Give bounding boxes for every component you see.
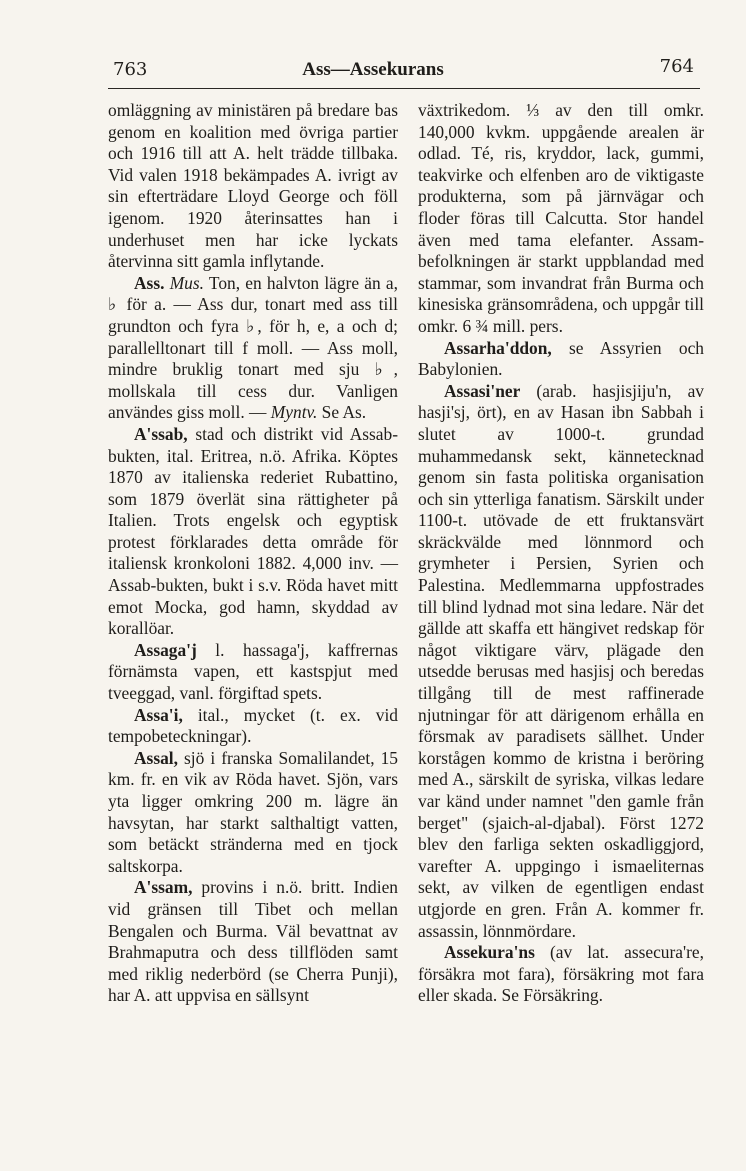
headword: A'ssam,	[134, 877, 193, 898]
headword: Assa'i,	[134, 704, 183, 725]
headword: Ass.	[134, 272, 165, 293]
entry-text: sjö i franska Somalilandet, 15 km. fr. en vik av Röda havet. Sjön, vars yta ligger omkring 200 m. lägre än havsytan, har starkt salthaltigt vatten, som betäckt stränderna med en tjock saltskorpa.	[108, 747, 398, 876]
entry-assarhaddon	[418, 338, 704, 381]
entry-text: l. hassaga'j, kaffrernas förnämsta vapen, ett kastspjut med tveeggad, vanl. förgiftad spets.	[108, 639, 398, 704]
left-column	[108, 100, 398, 1007]
entry-assai	[108, 705, 398, 748]
page-header	[0, 58, 746, 88]
header-rule	[108, 88, 700, 89]
continuation-paragraph: växtrikedom. ⅓ av den till omkr. 140,000 kvkm. uppgående arealen är odlad. Té, ris, kryddor, lack, gummi, teakvirke och elfenben aro de viktigaste produkterna, som på järnvägar och floder föras till Calcutta. Stor handel även med tama elefanter. Assam-befolkningen är starkt uppblandad med stammar, som invandrat från Burma och kinesiska gränsområdena, och uppgår till omkr. 6 ¾ mill. pers.	[418, 100, 704, 336]
entry-text: Se As.	[321, 402, 367, 423]
entry-text: ital., mycket (t. ex. vid tempobeteckningar).	[108, 704, 398, 747]
entry-assal	[108, 748, 398, 878]
running-title: Ass—Assekurans	[302, 59, 444, 80]
headword: Assekura'ns	[444, 942, 535, 963]
entry-text: stad och distrikt vid Assab-bukten, ital. Eritrea, n.ö. Afrika. Köptes 1870 av italienska rederiet Rubattino, som 1879 överlät sina rättigheter på Italien. Trots engelsk och egyptisk protest förklarades detta område för italiensk kronkoloni 1882. 4,000 inv. — Assab-bukten, bukt i s.v. Röda havet mitt emot Mocka, god hamn, skyddad av korallöar.	[108, 423, 398, 639]
entry-text: provins i n.ö. britt. Indien vid gränsen till Tibet och mellan Bengalen och Burma. Väl bevattnat av Brahmaputra och dess tillflöden samt med riklig nederbörd (se Cherra Punji), har A. att uppvisa en sällsynt	[108, 877, 398, 1006]
entry-text: se Assyrien och Babylonien.	[418, 337, 704, 380]
headword: Assaga'j	[134, 639, 197, 660]
subject-abbr: Myntv.	[270, 402, 318, 423]
headword: Assarha'ddon,	[444, 337, 552, 358]
entry-text: (av lat. assecura're, försäkra mot fara), försäkring mot fara eller skada. Se Försäkring.	[418, 942, 704, 1006]
entry-text: Ton, en halvton lägre än a, ♭ för a. — Ass dur, tonart med ass till grundton och fyra ♭, för h, e, a och d; parallelltonart till f moll. — Ass moll, mindre bruklig tonart med sju ♭, mollskala till cess dur. Vanligen användes giss moll. —	[108, 272, 398, 423]
entry-assekurans	[418, 942, 704, 1007]
entry-text: (arab. hasjisjiju'n, av hasji'sj, ört), en av Hasan ibn Sabbah i slutet av 1000-t. grundad muhammedansk sekt, kännetecknad genom sin fasta politiska organisation och sin ytterliga fanatism. Särskilt under 1100-t. utövade de ett fruktansvärt skräckvälde med lönnmord och grymheter i Persien, Syrien och Palestina. Medlemmarna uppfostrades till blind lydnad mot sina ledare. När det gällde att skaffa ett hängivet redskap för något viktigare värv, plägade den utsedde berusas med hasjisj och beredas tillgång till de mest raffinerade njutningar för att därigenom erhålla en försmak av paradisets sällhet. Under korstågen kommo de kristna i beröring med A., särskilt de syriska, vilkas ledare var känd under namnet "den gamle från berget" (sjaich-al-djabal). Först 1272 blev den farliga sekten oskadliggjord, varefter A. uppgingo i ismaeliternas sekt, av vilken de egentligen endast utgjorde en gren. Från A. kommer fr. assassin, lönnmördare.	[418, 380, 704, 941]
continuation-paragraph: omläggning av ministären på bredare bas genom en koalition med övriga partier och 1916 till att A. helt trädde tillbaka. Vid valen 1918 bekämpades A. ivrigt av sin efterträdare Lloyd George och föll igenom. 1920 återinsattes han i underhuset men har icke lyckats återvinna sitt gamla inflytande.	[108, 100, 398, 272]
entry-ass	[108, 273, 398, 424]
left-page-number: 763	[113, 59, 148, 80]
entry-assagaj	[108, 640, 398, 705]
right-column	[418, 100, 704, 1007]
entry-assab	[108, 424, 398, 640]
entry-assam	[108, 877, 398, 1007]
subject-abbr: Mus.	[169, 272, 204, 293]
headword: Assal,	[134, 747, 178, 768]
right-page-number: 764	[659, 56, 694, 77]
headword: Assasi'ner	[444, 380, 521, 401]
entry-assasiner	[418, 381, 704, 942]
headword: A'ssab,	[134, 423, 188, 444]
